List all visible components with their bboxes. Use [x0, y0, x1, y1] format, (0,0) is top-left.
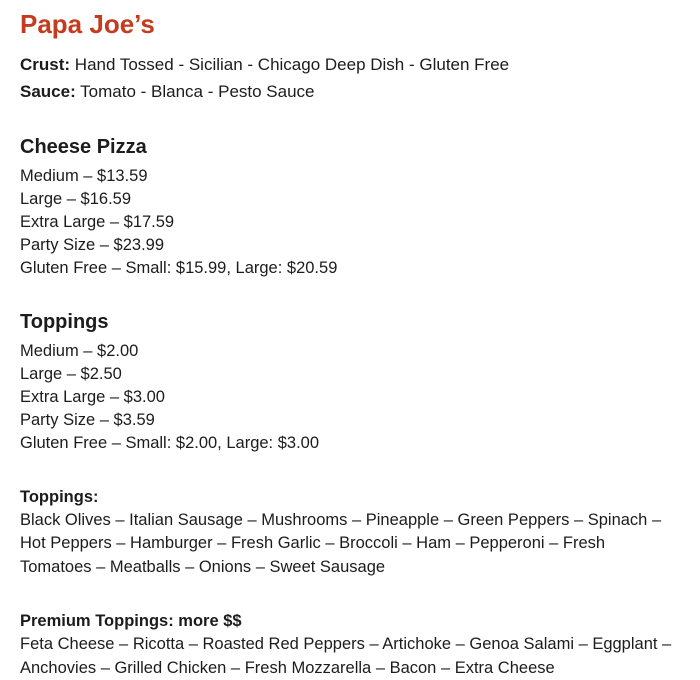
- premium-toppings-section: [20, 610, 680, 680]
- premium-toppings-label: Premium Toppings: more $$: [20, 612, 242, 631]
- crust-label: Crust:: [20, 54, 71, 74]
- crust-info-line: [20, 51, 680, 78]
- sauce-label: Sauce:: [20, 81, 76, 101]
- sauce-value: Tomato - Blanca - Pesto Sauce: [80, 81, 315, 101]
- menu-item: Extra Large – $3.00: [20, 387, 165, 406]
- toppings-list-text: Black Olives – Italian Sausage – Mushrooms – Pineapple – Green Peppers – Spinach – Hot Peppers – Hamburger – Fresh Garlic – Broccoli – Ham – Pepperoni – Fresh Tomatoes – Meatballs – Onions – Sweet Sausage: [20, 510, 662, 576]
- menu-item: Gluten Free – Small: $15.99, Large: $20.59: [20, 258, 338, 277]
- menu-item: Medium – $2.00: [20, 341, 139, 360]
- section-heading-toppings: Toppings: [20, 310, 109, 333]
- toppings-pricing-section: [20, 311, 680, 455]
- menu-item: Party Size – $3.59: [20, 410, 155, 429]
- page-title: Papa Joe’s: [20, 9, 155, 39]
- menu-item: Extra Large – $17.59: [20, 212, 175, 231]
- cheese-pizza-section: [20, 136, 680, 280]
- crust-value: Hand Tossed - Sicilian - Chicago Deep Dish - Gluten Free: [74, 54, 510, 74]
- toppings-list-label: Toppings:: [20, 487, 99, 506]
- section-heading-cheese-pizza: Cheese Pizza: [20, 135, 147, 158]
- menu-page: [20, 10, 680, 680]
- premium-toppings-text: Feta Cheese – Ricotta – Roasted Red Peppers – Artichoke – Genoa Salami – Eggplant – Anchovies – Grilled Chicken – Fresh Mozzarella – Bacon – Extra Cheese: [20, 635, 672, 677]
- toppings-list-section: [20, 486, 680, 580]
- menu-item: Large – $2.50: [20, 364, 122, 383]
- menu-item: Large – $16.59: [20, 189, 132, 208]
- menu-item: Gluten Free – Small: $2.00, Large: $3.00: [20, 433, 320, 452]
- sauce-info-line: [20, 78, 680, 105]
- menu-item: Party Size – $23.99: [20, 235, 165, 254]
- menu-item: Medium – $13.59: [20, 166, 148, 185]
